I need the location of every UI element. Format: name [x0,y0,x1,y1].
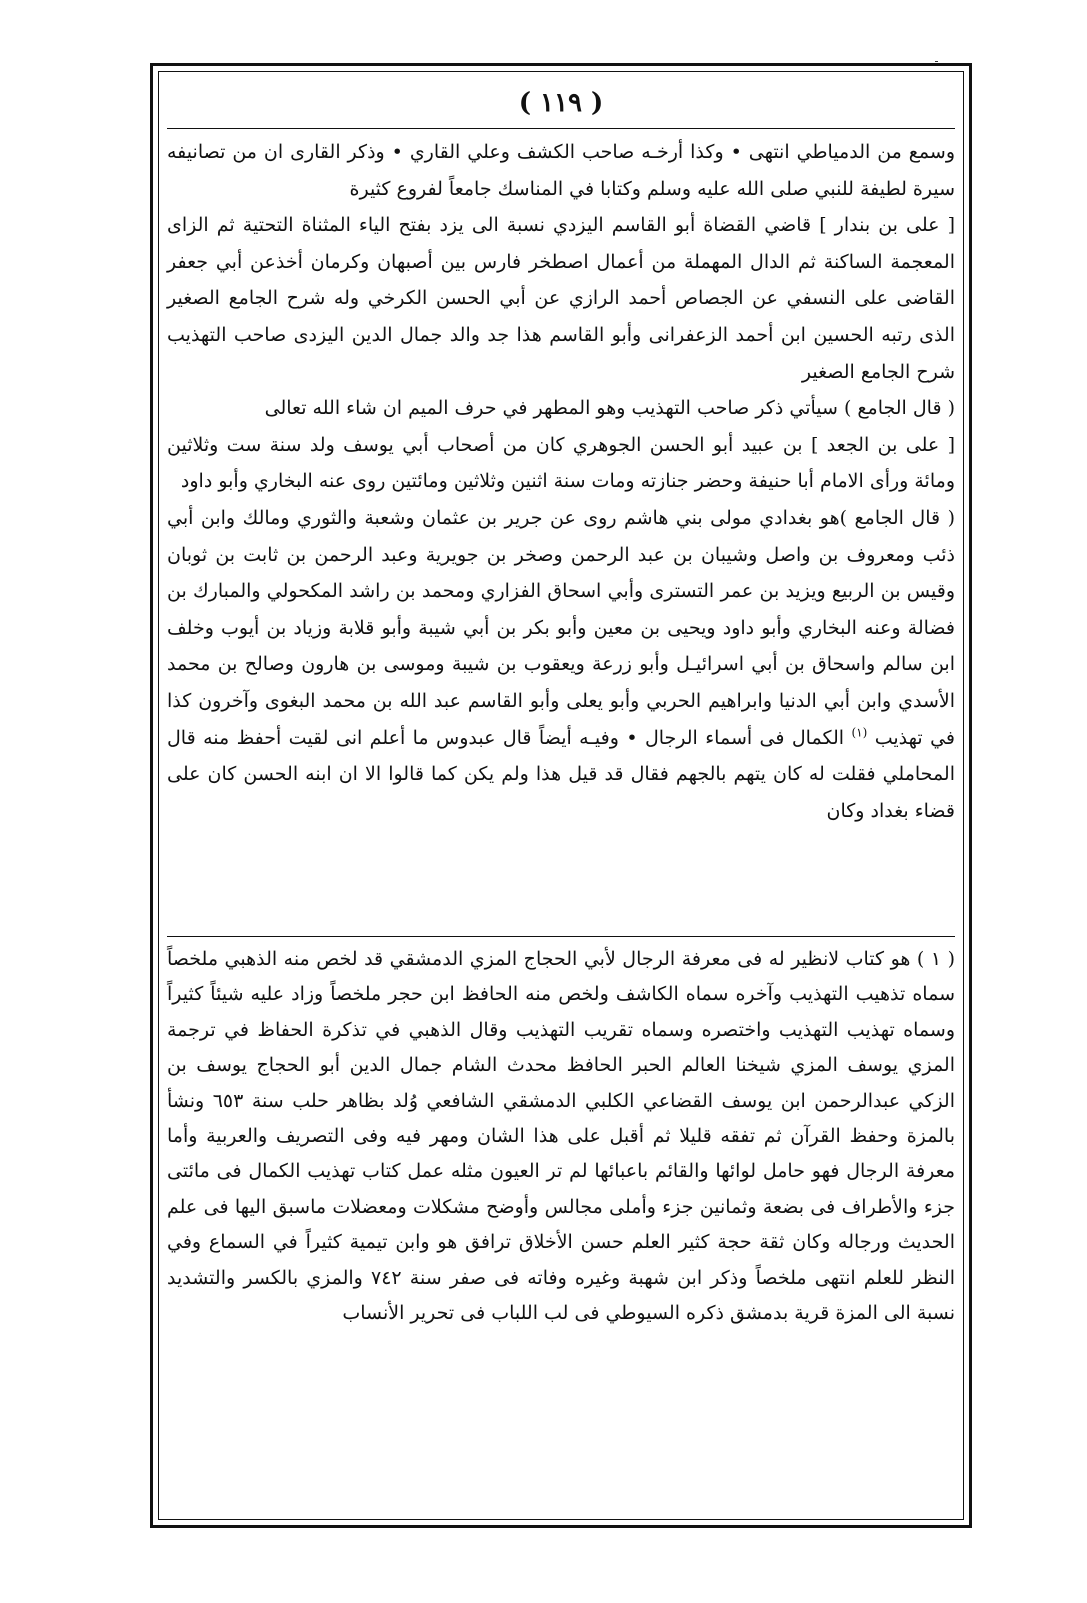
scan-mark [935,61,938,62]
main-text [167,134,955,829]
compiler-note-ibn-al-jad [167,500,955,829]
page-frame [150,63,972,1528]
footnote-reference-marker: (١) [851,725,868,740]
paragraph-dimyati-qari: وسمع من الدمياطي انتهى • وكذا أرخـه صاحب الكشف وعلي القاري • وذكر القارى ان من تصانيفه سيرة لطيفة للنبي صلى الله عليه وسلم وكتابا في المناسك جامعاً لفروع كثيرة [167,141,955,200]
compiler-note-ibn-al-jad-continued: الكمال فى أسماء الرجال • وفيـه أيضاً قال عبدوس ما أعلم انى لقيت أحفظ منه قال المحاملي فقلت له كان يتهم بالجهم فقال قد قيل هذا ولم يكن كما قالوا الا ان ابنه الحسن كان على قضاء بغداد وكان [167,726,955,822]
page-number: ( ١١٩ ) [518,88,604,118]
footnote-1: ( ١ ) هو كتاب لانظير له فى معرفة الرجال لأبي الحجاج المزي الدمشقي قد لخص منه الذهبي ملخصاً سماه تذهيب التهذيب وآخره سماه الكاشف ولخص منه الحافظ ابن حجر ملخصاً وزاد عليه شيئاً كثيراً وسماه تهذيب التهذيب واختصره وسماه تقريب التهذيب وقال الذهبي في تذكرة الحفاظ في ترجمة المزي يوسف المزي شيخنا العالم الحبر الحافظ محدث الشام جمال الدين أبو الحجاج يوسف بن الزكي عبدالرحمن ابن يوسف القضاعي الكلبي الدمشقي الشافعي وُلد بظاهر حلب سنة ٦٥٣ ونشأ بالمزة وحفظ القرآن ثم تفقه قليلا ثم أقبل على هذا الشان ومهر فيه وفى التصريف والعربية وأما معرفة الرجال فهو حامل لوائها والقائم باعبائها لم تر العيون مثله عمل كتاب تهذيب الكمال فى مائتى جزء والأطراف فى بضعة وثمانين جزء وأملى مجالس وأوضح مشكلات ومعضلات ماسبق اليها فى علم الحديث ورجاله وكان ثقة حجة كثير العلم حسن الأخلاق ترافق هو وابن تيمية كثيراً في السماع وفي النظر للعلم انتهى ملخصاً وذكر ابن شهبة وغيره وفاته فى صفر سنة ٧٤٢ والمزي بالكسر والتشديد نسبة الى المزة قرية بدمشق ذكره السيوطي فى لب اللباب فى تحرير الأنساب [167,948,956,1325]
compiler-note-tahdhib: ( قال الجامع ) سيأتي ذكر صاحب التهذيب وهو المطهر في حرف الميم ان شاء الله تعالى [264,397,955,420]
entry-ali-ibn-bundar: [ على بن بندار ] قاضي القضاة أبو القاسم اليزدي نسبة الى يزد بفتح الياء المثناة التحتية ثم الزاى المعجمة الساكنة ثم الدال المهملة من أعمال اصطخر فارس بين أصبهان وكرمان أخذعن أبي جعفر القاضى على النسفي عن الجصاص أحمد الرازي عن أبي الحسن الكرخي وله شرح الجامع الصغير الذى رتبه الحسين ابن أحمد الزعفرانى وأبو القاسم هذا جد والد جمال الدين اليزدى صاحب التهذيب شرح الجامع الصغير [167,214,955,383]
compiler-note-ibn-al-jad-text: ( قال الجامع )هو بغدادي مولى بني هاشم روى عن جرير بن عثمان وشعبة والثوري ومالك وابن أبي ذئب ومعروف بن واصل وشيبان بن عبد الرحمن وصخر بن جويرية وعبد الرحمن بن ثابت بن ثوبان وقيس بن الربيع ويزيد بن عمر التسترى وأبي اسحاق الفزاري ومحمد بن راشد المكحولي والمبارك بن فضالة وعنه البخاري وأبو داود ويحيى بن معين وأبو بكر بن أبي شيبة وأبو قلابة وزياد بن أيوب وخلف ابن سالم واسحاق بن أبي اسرائيـل وأبو زرعة ويعقوب بن شيبة وموسى بن هارون وصالح بن محمد الأسدي وابن أبي الدنيا وابراهيم الحربي وأبو يعلى وأبو القاسم عبد الله بن محمد البغوى وآخرون كذا في تهذيب [167,506,955,749]
header-rule [167,128,955,129]
footnotes [167,942,955,1331]
entry-ali-ibn-al-jad: [ على بن الجعد ] بن عبيد أبو الحسن الجوهري كان من أصحاب أبي يوسف ولد سنة ست وثلاثين ومائة ورأى الامام أبا حنيفة وحضر جنازته ومات سنة اثنين وثلاثين ومائتين روى عنه البخاري وأبو داود [167,433,955,493]
footnote-rule [167,936,955,937]
